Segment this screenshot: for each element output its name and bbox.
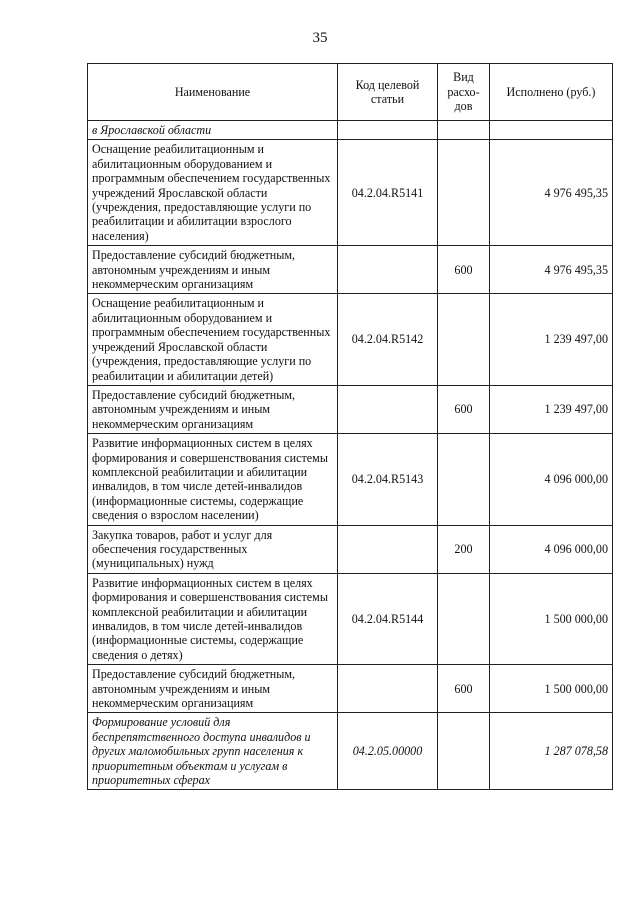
row-name: в Ярославской области [88, 121, 338, 140]
row-expense-type [438, 294, 490, 385]
row-code [338, 525, 438, 573]
row-amount: 4 096 000,00 [490, 434, 613, 525]
row-code [338, 665, 438, 713]
header-expense-type: Вид расхо-дов [438, 64, 490, 121]
row-name: Развитие информационных систем в целях формирования и совершенствования системы комплексной реабилитации и абилитации инвалидов, в том числе детей-инвалидов (информационные системы, содержащие сведения о детях) [88, 573, 338, 664]
row-amount: 1 500 000,00 [490, 573, 613, 664]
header-name: Наименование [88, 64, 338, 121]
table-row [88, 294, 613, 385]
row-amount: 1 239 497,00 [490, 294, 613, 385]
row-amount: 1 287 078,58 [490, 713, 613, 790]
row-code: 04.2.04.R5141 [338, 140, 438, 246]
row-expense-type: 600 [438, 385, 490, 433]
row-name: Оснащение реабилитационным и абилитационным оборудованием и программным обеспечением государственных учреждений Ярославской области (учреждения, предоставляющие услуги по реабилитации и абилитации детей) [88, 294, 338, 385]
row-amount: 4 096 000,00 [490, 525, 613, 573]
table-row [88, 121, 613, 140]
row-code [338, 246, 438, 294]
table-row [88, 713, 613, 790]
row-name: Предоставление субсидий бюджетным, автономным учреждениям и иным некоммерческим организациям [88, 385, 338, 433]
table-row [88, 140, 613, 246]
row-expense-type [438, 573, 490, 664]
table-row [88, 525, 613, 573]
row-code: 04.2.04.R5144 [338, 573, 438, 664]
row-name: Предоставление субсидий бюджетным, автономным учреждениям и иным некоммерческим организациям [88, 246, 338, 294]
row-code [338, 385, 438, 433]
row-expense-type: 600 [438, 665, 490, 713]
row-expense-type [438, 713, 490, 790]
table-row [88, 434, 613, 525]
table-row [88, 246, 613, 294]
row-name: Закупка товаров, работ и услуг для обеспечения государственных (муниципальных) нужд [88, 525, 338, 573]
row-amount: 4 976 495,35 [490, 140, 613, 246]
table-row [88, 573, 613, 664]
row-expense-type [438, 140, 490, 246]
row-amount [490, 121, 613, 140]
row-expense-type: 200 [438, 525, 490, 573]
header-code: Код целевой статьи [338, 64, 438, 121]
row-expense-type: 600 [438, 246, 490, 294]
row-code: 04.2.04.R5142 [338, 294, 438, 385]
row-amount: 1 239 497,00 [490, 385, 613, 433]
row-code [338, 121, 438, 140]
row-amount: 4 976 495,35 [490, 246, 613, 294]
row-amount: 1 500 000,00 [490, 665, 613, 713]
row-code: 04.2.04.R5143 [338, 434, 438, 525]
row-expense-type [438, 121, 490, 140]
table-row [88, 665, 613, 713]
page-number: 35 [312, 30, 328, 46]
row-code: 04.2.05.00000 [338, 713, 438, 790]
row-name: Развитие информационных систем в целях формирования и совершенствования системы комплексной реабилитации и абилитации инвалидов, в том числе детей-инвалидов (информационные системы, содержащие сведения о взрослом населении) [88, 434, 338, 525]
row-name: Оснащение реабилитационным и абилитационным оборудованием и программным обеспечением государственных учреждений Ярославской области (учреждения, предоставляющие услуги по реабилитации и абилитации взрослого населения) [88, 140, 338, 246]
table-header-row [88, 64, 613, 121]
row-expense-type [438, 434, 490, 525]
table-row [88, 385, 613, 433]
header-executed: Исполнено (руб.) [490, 64, 613, 121]
budget-table [87, 63, 613, 790]
row-name: Предоставление субсидий бюджетным, автономным учреждениям и иным некоммерческим организациям [88, 665, 338, 713]
row-name: Формирование условий для беспрепятственного доступа инвалидов и других маломобильных групп населения к приоритетным объектам и услугам в приоритетных сферах [88, 713, 338, 790]
